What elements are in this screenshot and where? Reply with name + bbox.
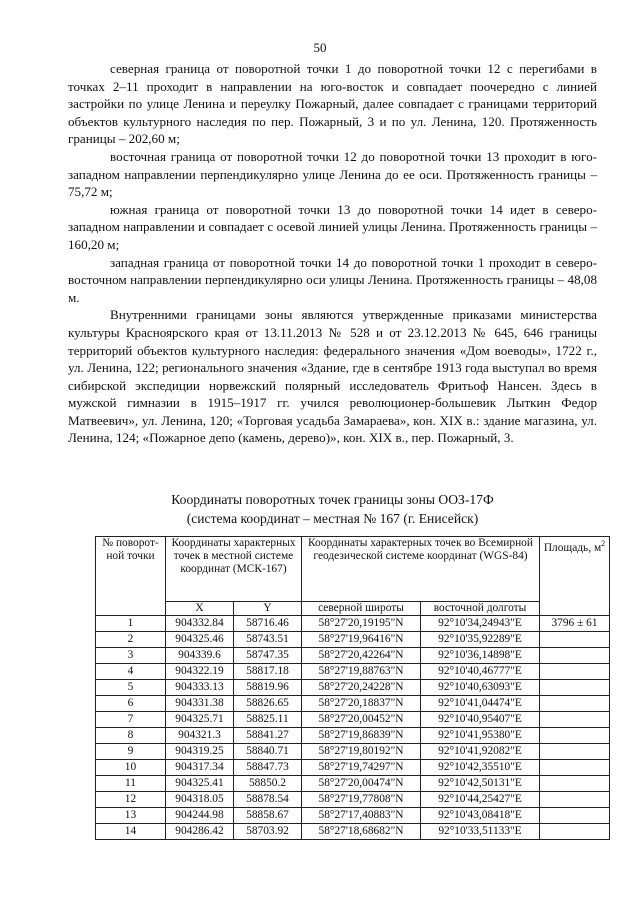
longitude-cell: 92°10'42,50131"E [421,776,540,792]
y-cell: 58841.27 [234,728,302,744]
table-row [96,664,610,680]
point-number-cell: 5 [96,680,166,696]
area-cell [540,632,610,648]
paragraph-south-boundary: южная граница от поворотной точки 13 до поворотной точки 14 идет в северо-западном направлении и совпадает с осевой линией улицы Ленина. Протяженность границы – 160,20 м; [68,201,597,252]
y-cell: 58847.73 [234,760,302,776]
point-number-cell: 4 [96,664,166,680]
latitude-cell: 58°27'19,80192"N [302,744,421,760]
x-cell: 904317.34 [166,760,234,776]
latitude-cell: 58°27'20,24228"N [302,680,421,696]
point-number-cell: 3 [96,648,166,664]
x-cell: 904325.46 [166,632,234,648]
y-cell: 58825.11 [234,712,302,728]
latitude-cell: 58°27'19,77808"N [302,792,421,808]
latitude-cell: 58°27'18,68682"N [302,824,421,840]
area-cell [540,680,610,696]
y-cell: 58703.92 [234,824,302,840]
point-number-cell: 8 [96,728,166,744]
longitude-cell: 92°10'44,25427"E [421,792,540,808]
table-row [96,648,610,664]
table-row [96,808,610,824]
header-area-superscript: 2 [601,539,606,548]
header-longitude: восточной долготы [421,602,540,616]
latitude-cell: 58°27'19,96416"N [302,632,421,648]
point-number-cell: 9 [96,744,166,760]
point-number-cell: 12 [96,792,166,808]
table-row [96,792,610,808]
table-row [96,696,610,712]
body-text [68,60,597,447]
area-cell [540,648,610,664]
coordinates-table [95,536,610,840]
x-cell: 904286.42 [166,824,234,840]
header-wgs84-coordinates: Координаты характерных точек во Всемирной геодезической системе координат (WGS-84) [302,537,540,602]
y-cell: 58850.2 [234,776,302,792]
area-cell [540,824,610,840]
x-cell: 904322.19 [166,664,234,680]
point-number-cell: 13 [96,808,166,824]
header-local-coordinates: Координаты характерных точек в местной системе координат (МСК-167) [166,537,302,602]
table-row [96,680,610,696]
header-latitude: северной широты [302,602,421,616]
header-y: Y [234,602,302,616]
y-cell: 58716.46 [234,616,302,632]
point-number-cell: 7 [96,712,166,728]
longitude-cell: 92°10'41,04474"E [421,696,540,712]
longitude-cell: 92°10'41,95380"E [421,728,540,744]
x-cell: 904318.05 [166,792,234,808]
table-row [96,824,610,840]
point-number-cell: 2 [96,632,166,648]
area-cell [540,728,610,744]
x-cell: 904321.3 [166,728,234,744]
longitude-cell: 92°10'41,92082"E [421,744,540,760]
area-cell [540,696,610,712]
latitude-cell: 58°27'19,86839"N [302,728,421,744]
y-cell: 58817.18 [234,664,302,680]
area-cell: 3796 ± 61 [540,616,610,632]
latitude-cell: 58°27'20,18837"N [302,696,421,712]
point-number-cell: 6 [96,696,166,712]
paragraph-east-boundary: восточная граница от поворотной точки 12 до поворотной точки 13 проходит в юго-западном направлении перпендикулярно улице Ленина до ее оси. Протяженность границы – 75,72 м; [68,148,597,200]
longitude-cell: 92°10'33,51133"E [421,824,540,840]
latitude-cell: 58°27'20,19195"N [302,616,421,632]
longitude-cell: 92°10'42,35510"E [421,760,540,776]
header-area [540,537,610,616]
latitude-cell: 58°27'20,00474"N [302,776,421,792]
header-point-number: № поворот-ной точки [96,537,166,616]
latitude-cell: 58°27'20,42264"N [302,648,421,664]
x-cell: 904325.41 [166,776,234,792]
longitude-cell: 92°10'34,24943"E [421,616,540,632]
x-cell: 904339.6 [166,648,234,664]
paragraph-inner-boundaries: Внутренними границами зоны являются утвержденные приказами министерства культуры Красноярского края от 13.11.2013 № 528 и от 23.12.2013 № 645, 646 границы территорий объектов культурного наследия: федерального значения «Дом воеводы», 1722 г., ул. Ленина, 122; регионального значения «Здание, где в сентябре 1913 года выступал во время сибирской экспедиции норвежский полярный исследователь Фритьоф Нансен. Здесь в мужской гимназии в 1915–1917 гг. учился революционер-большевик Лыткин Федор Матвеевич», ул. Ленина, 120; «Торговая усадьба Замараева», кон. XIX в.: здание магазина, ул. Ленина, 124; «Пожарное депо (камень, дерево)», кон. XIX в., пер. Пожарный, 3. [68,307,597,446]
area-cell [540,744,610,760]
x-cell: 904333.13 [166,680,234,696]
latitude-cell: 58°27'19,74297"N [302,760,421,776]
point-number-cell: 1 [96,616,166,632]
x-cell: 904319.25 [166,744,234,760]
longitude-cell: 92°10'40,63093"E [421,680,540,696]
y-cell: 58747.35 [234,648,302,664]
x-cell: 904331.38 [166,696,234,712]
table-caption-line2: (система координат – местная № 167 (г. Енисейск) [186,511,479,526]
longitude-cell: 92°10'36,14898"E [421,648,540,664]
table-row [96,616,610,632]
x-cell: 904332.84 [166,616,234,632]
latitude-cell: 58°27'20,00452"N [302,712,421,728]
area-cell [540,760,610,776]
y-cell: 58826.65 [234,696,302,712]
y-cell: 58743.51 [234,632,302,648]
y-cell: 58878.54 [234,792,302,808]
paragraph-west-boundary: западная граница от поворотной точки 14 до поворотной точки 1 проходит в северо-восточном направлении перпендикулярно оси улицы Ленина. Протяженность границы – 48,08 м. [68,254,597,305]
area-cell [540,776,610,792]
latitude-cell: 58°27'17,40883"N [302,808,421,824]
table-caption-line1: Координаты поворотных точек границы зоны ООЗ-17Ф [171,492,494,507]
table-row [96,632,610,648]
x-cell: 904244.98 [166,808,234,824]
latitude-cell: 58°27'19,88763"N [302,664,421,680]
table-row [96,712,610,728]
y-cell: 58858.67 [234,808,302,824]
longitude-cell: 92°10'35,92289"E [421,632,540,648]
header-x: X [166,602,234,616]
area-cell [540,712,610,728]
area-cell [540,664,610,680]
table-row [96,744,610,760]
y-cell: 58840.71 [234,744,302,760]
coordinates-table-body [96,616,610,840]
area-cell [540,808,610,824]
point-number-cell: 14 [96,824,166,840]
longitude-cell: 92°10'40,46777"E [421,664,540,680]
point-number-cell: 11 [96,776,166,792]
paragraph-north-boundary: северная граница от поворотной точки 1 до поворотной точки 12 с перегибами в точках 2–11 проходит в направлении на юго-восток и совпадает поочередно с линией застройки по улице Ленина и переулку Пожарный, далее совпадает с границами территорий объектов культурного наследия по пер. Пожарный, 3 и по ул. Ленина, 120. Протяженность границы – 202,60 м; [68,61,597,147]
point-number-cell: 10 [96,760,166,776]
longitude-cell: 92°10'43,08418"E [421,808,540,824]
page-number: 50 [313,40,327,55]
x-cell: 904325.71 [166,712,234,728]
y-cell: 58819.96 [234,680,302,696]
table-caption [68,490,597,528]
header-area-label: Площадь, м [543,541,602,554]
table-row [96,760,610,776]
table-row [96,776,610,792]
area-cell [540,792,610,808]
table-row [96,728,610,744]
longitude-cell: 92°10'40,95407"E [421,712,540,728]
